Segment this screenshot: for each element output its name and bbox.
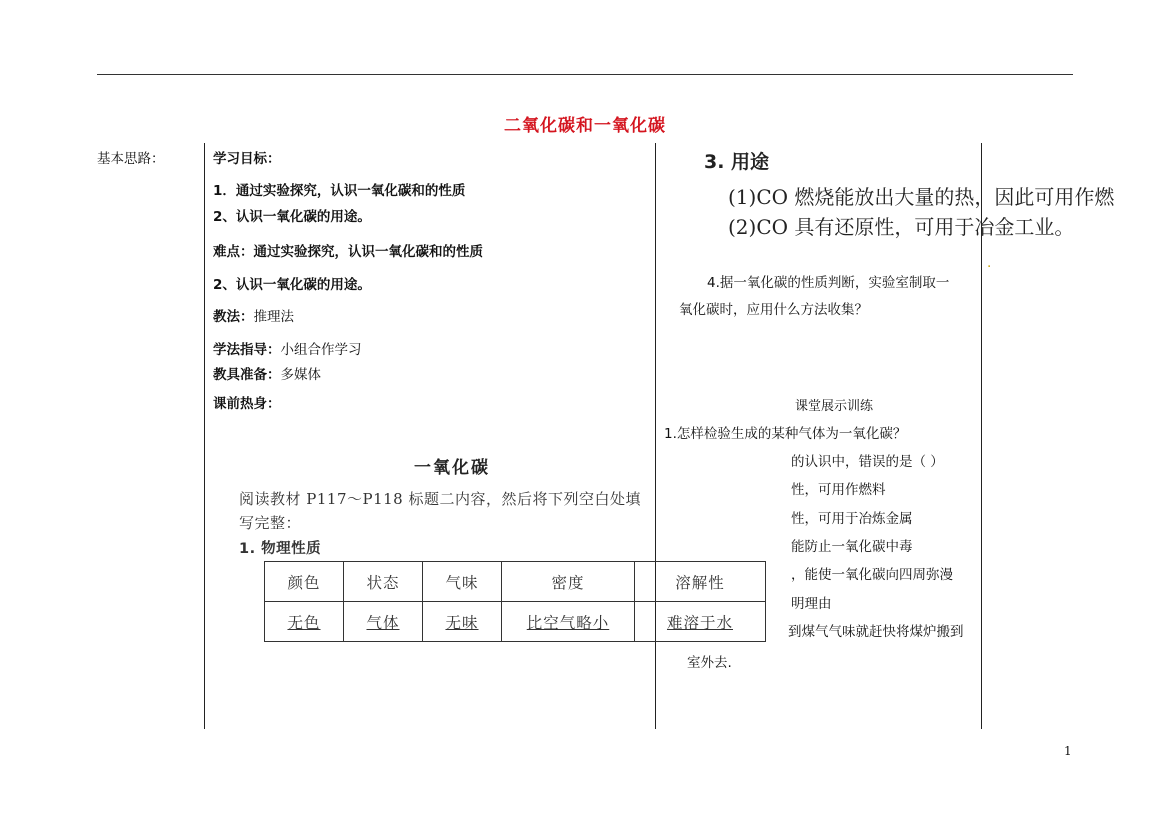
textbook-excerpt-image (209, 448, 789, 648)
tools (213, 366, 321, 384)
practice-line-5: 能防止一氧化碳中毒 (791, 539, 913, 555)
uses-line-1: (1)CO 燃烧能放出大量的热，因此可用作燃 (728, 185, 1115, 209)
practice-line-7: 明理由 (791, 596, 832, 612)
practice-line-2: 的认识中，错误的是（ ） (791, 454, 944, 470)
goal-2: 2、认识一氧化碳的用途。 (213, 209, 371, 225)
table-header: 颜色 (265, 562, 344, 602)
table-header: 状态 (344, 562, 423, 602)
practice-line-6: ，能使一氧化碳向四周弥漫 (791, 567, 953, 583)
left-label: 基本思路： (97, 151, 165, 167)
table-cell: 气体 (344, 602, 423, 642)
practice-line-9: 室外去. (687, 655, 732, 671)
practice-line-4: 性，可用于冶炼金属 (791, 511, 913, 527)
difficulty (213, 243, 483, 261)
textbook-line-1: 阅读教材 P117～P118 标题二内容，然后将下列空白处填 (239, 490, 641, 508)
page-title: 二氧化碳和一氧化碳 (504, 116, 666, 136)
uses-excerpt-image (700, 145, 1170, 240)
textbook-line-2: 写完整： (239, 514, 302, 532)
goal-heading: 学习目标： (213, 151, 281, 167)
method-text: 推理法 (253, 309, 294, 325)
uses-heading: 3. 用途 (704, 151, 770, 173)
question-4-line-1: 4.据一氧化碳的性质判断，实验室制取一 (707, 275, 950, 291)
method-label: 教法： (213, 309, 254, 325)
textbook-subheading: 1. 物理性质 (239, 541, 322, 557)
practice-line-8: 到煤气气味就赶快将煤炉搬到 (788, 624, 964, 640)
uses-line-2: (2)CO 具有还原性，可用于冶金工业。 (728, 215, 1075, 239)
table-header: 气味 (423, 562, 502, 602)
difficulty-label: 难点： (213, 244, 254, 260)
properties-table (264, 561, 766, 642)
column-divider-1 (204, 143, 205, 729)
table-cell: 比空气略小 (502, 602, 635, 642)
practice-heading: 课堂展示训练 (795, 399, 874, 414)
table-cell: 无味 (423, 602, 502, 642)
header-rule (97, 74, 1073, 75)
method (213, 308, 294, 326)
practice-line-1: 1.怎样检验生成的某种气体为一氧化碳？ (664, 426, 907, 442)
table-row (265, 602, 766, 642)
study-label: 学法指导： (213, 342, 281, 358)
table-cell: 难溶于水 (635, 602, 766, 642)
warmup-label: 课前热身： (213, 396, 281, 412)
table-row (265, 562, 766, 602)
stray-dot: . (987, 255, 992, 271)
page-number: 1 (1064, 744, 1072, 758)
difficulty-text: 通过实验探究，认识一氧化碳和的性质 (253, 244, 483, 260)
table-header: 溶解性 (635, 562, 766, 602)
tools-text: 多媒体 (280, 367, 321, 383)
table-header: 密度 (502, 562, 635, 602)
study-guide (213, 341, 362, 359)
textbook-heading: 一氧化碳 (414, 458, 490, 478)
question-4-line-2: 氧化碳时，应用什么方法收集？ (679, 302, 868, 318)
tools-label: 教具准备： (213, 367, 281, 383)
goal-1: 1．通过实验探究，认识一氧化碳和的性质 (213, 183, 466, 199)
practice-line-3: 性，可用作燃料 (791, 482, 886, 498)
table-cell: 无色 (265, 602, 344, 642)
study-text: 小组合作学习 (280, 342, 362, 358)
difficulty-2: 2、认识一氧化碳的用途。 (213, 277, 371, 293)
